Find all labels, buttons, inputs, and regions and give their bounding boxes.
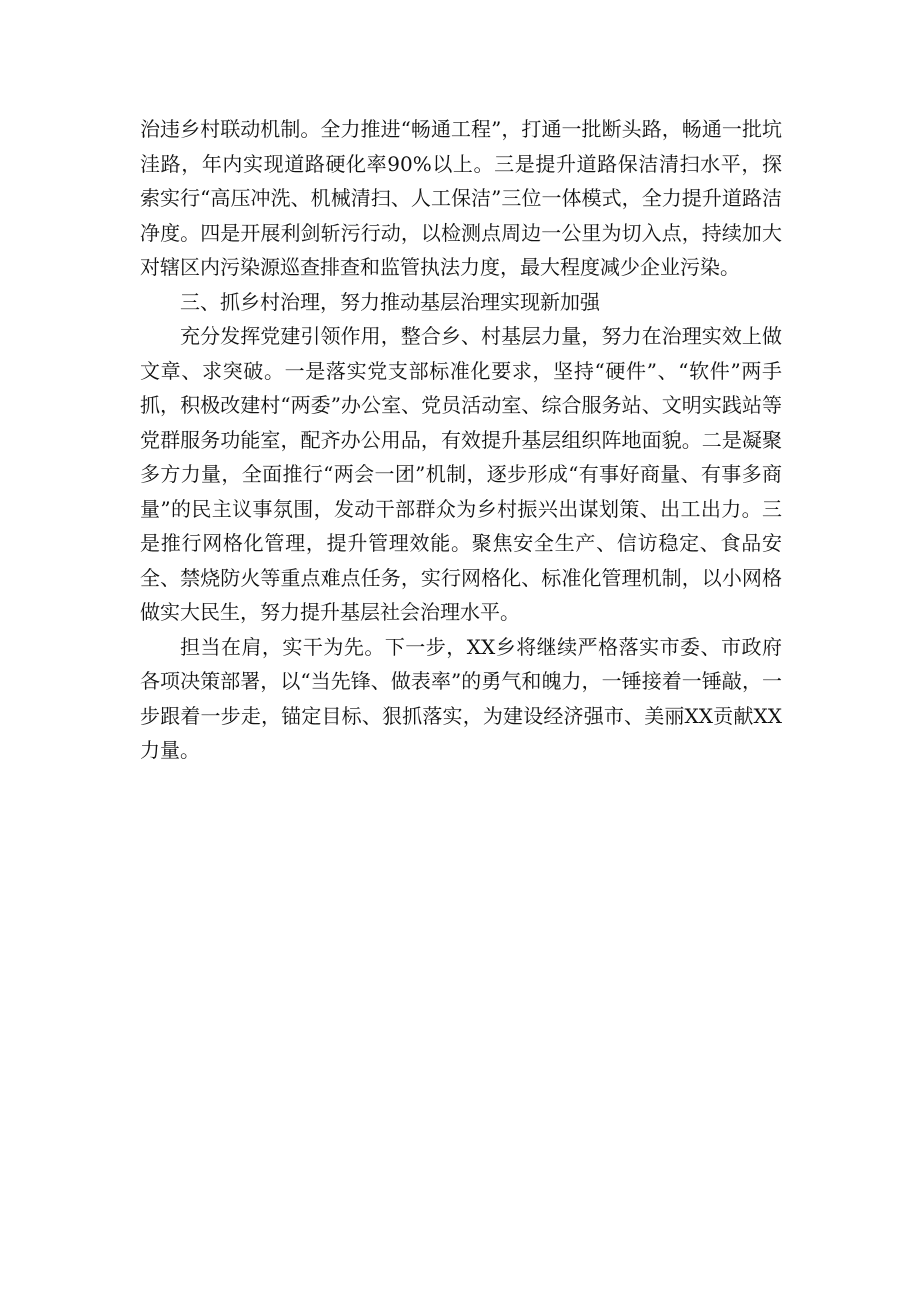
paragraph-continuation: 治违乡村联动机制。全力推进“畅通工程”，打通一批断头路，畅通一批坑洼路，年内实现道路硬化率90%以上。三是提升道路保洁清扫水平，探索实行“高压冲洗、机械清扫、人工保洁”三位一体模式，全力提升道路洁净度。四是开展利剑斩污行动，以检测点周边一公里为切入点，持续加大对辖区内污染源巡查排查和监管执法力度，最大程度减少企业污染。 [140, 117, 782, 279]
paragraph-rural-governance: 充分发挥党建引领作用，整合乡、村基层力量，努力在治理实效上做文章、求突破。一是落实党支部标准化要求，坚持“硬件”、“软件”两手抓，积极改建村“两委”办公室、党员活动室、综合服务站、文明实践站等党群服务功能室，配齐办公用品，有效提升基层组织阵地面貌。二是凝聚多方力量，全面推行“两会一团”机制，逐步形成“有事好商量、有事多商量”的民主议事氛围，发动干部群众为乡村振兴出谋划策、出工出力。三是推行网格化管理，提升管理效能。聚焦安全生产、信访稳定、食品安全、禁烧防火等重点难点任务，实行网格化、标准化管理机制，以小网格做实大民生，努力提升基层社会治理水平。 [140, 324, 782, 624]
document-body [140, 112, 782, 768]
section-heading-three: 三、抓乡村治理，努力推动基层治理实现新加强 [180, 289, 600, 314]
paragraph-conclusion: 担当在肩，实干为先。下一步，XX乡将继续严格落实市委、市政府各项决策部署，以“当先锋、做表率”的勇气和魄力，一锤接着一锤敲，一步跟着一步走，锚定目标、狠抓落实，为建设经济强市、美丽XX贡献XX力量。 [140, 634, 782, 762]
